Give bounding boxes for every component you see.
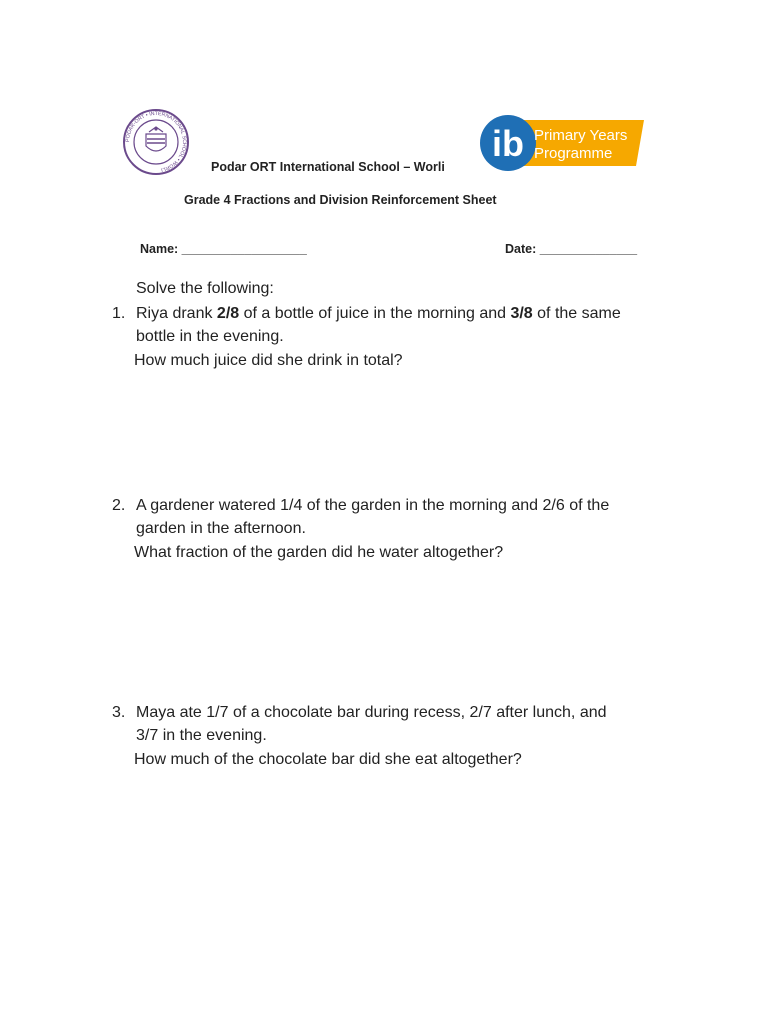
school-crest-logo xyxy=(122,108,190,176)
ib-pyp-logo xyxy=(478,112,646,174)
sheet-title: Grade 4 Fractions and Division Reinforcement Sheet xyxy=(184,193,497,207)
question-prompt: What fraction of the garden did he water altogether? xyxy=(134,544,504,561)
question-text-line: 3/7 in the evening. xyxy=(136,727,267,744)
question-prompt: How much juice did she drink in total? xyxy=(134,352,403,369)
svg-text:Programme: Programme xyxy=(534,145,613,162)
svg-text:Primary Years: Primary Years xyxy=(534,127,628,144)
name-field[interactable]: Name: __________________ xyxy=(140,242,307,256)
question-prompt: How much of the chocolate bar did she eat altogether? xyxy=(134,751,522,768)
question-number: 3. xyxy=(112,704,126,721)
date-field[interactable]: Date: ______________ xyxy=(505,242,638,256)
instructions: Solve the following: xyxy=(136,280,274,297)
svg-text:PODAR-ORT • INTERNATIONAL SCHO: PODAR-ORT • INTERNATIONAL SCHOOL • WORLI xyxy=(124,110,188,173)
question-number: 2. xyxy=(112,497,126,514)
question-number: 1. xyxy=(112,305,126,322)
question-text-line: garden in the afternoon. xyxy=(136,520,306,537)
question-text-line: Maya ate 1/7 of a chocolate bar during recess, 2/7 after lunch, and xyxy=(136,704,607,721)
question-text-line: Riya drank 2/8 of a bottle of juice in the morning and 3/8 of the same xyxy=(136,305,621,322)
question-text-line: A gardener watered 1/4 of the garden in the morning and 2/6 of the xyxy=(136,497,610,514)
school-name: Podar ORT International School – Worli xyxy=(211,160,445,174)
svg-text:ib: ib xyxy=(492,123,524,164)
question-text-line: bottle in the evening. xyxy=(136,328,284,345)
